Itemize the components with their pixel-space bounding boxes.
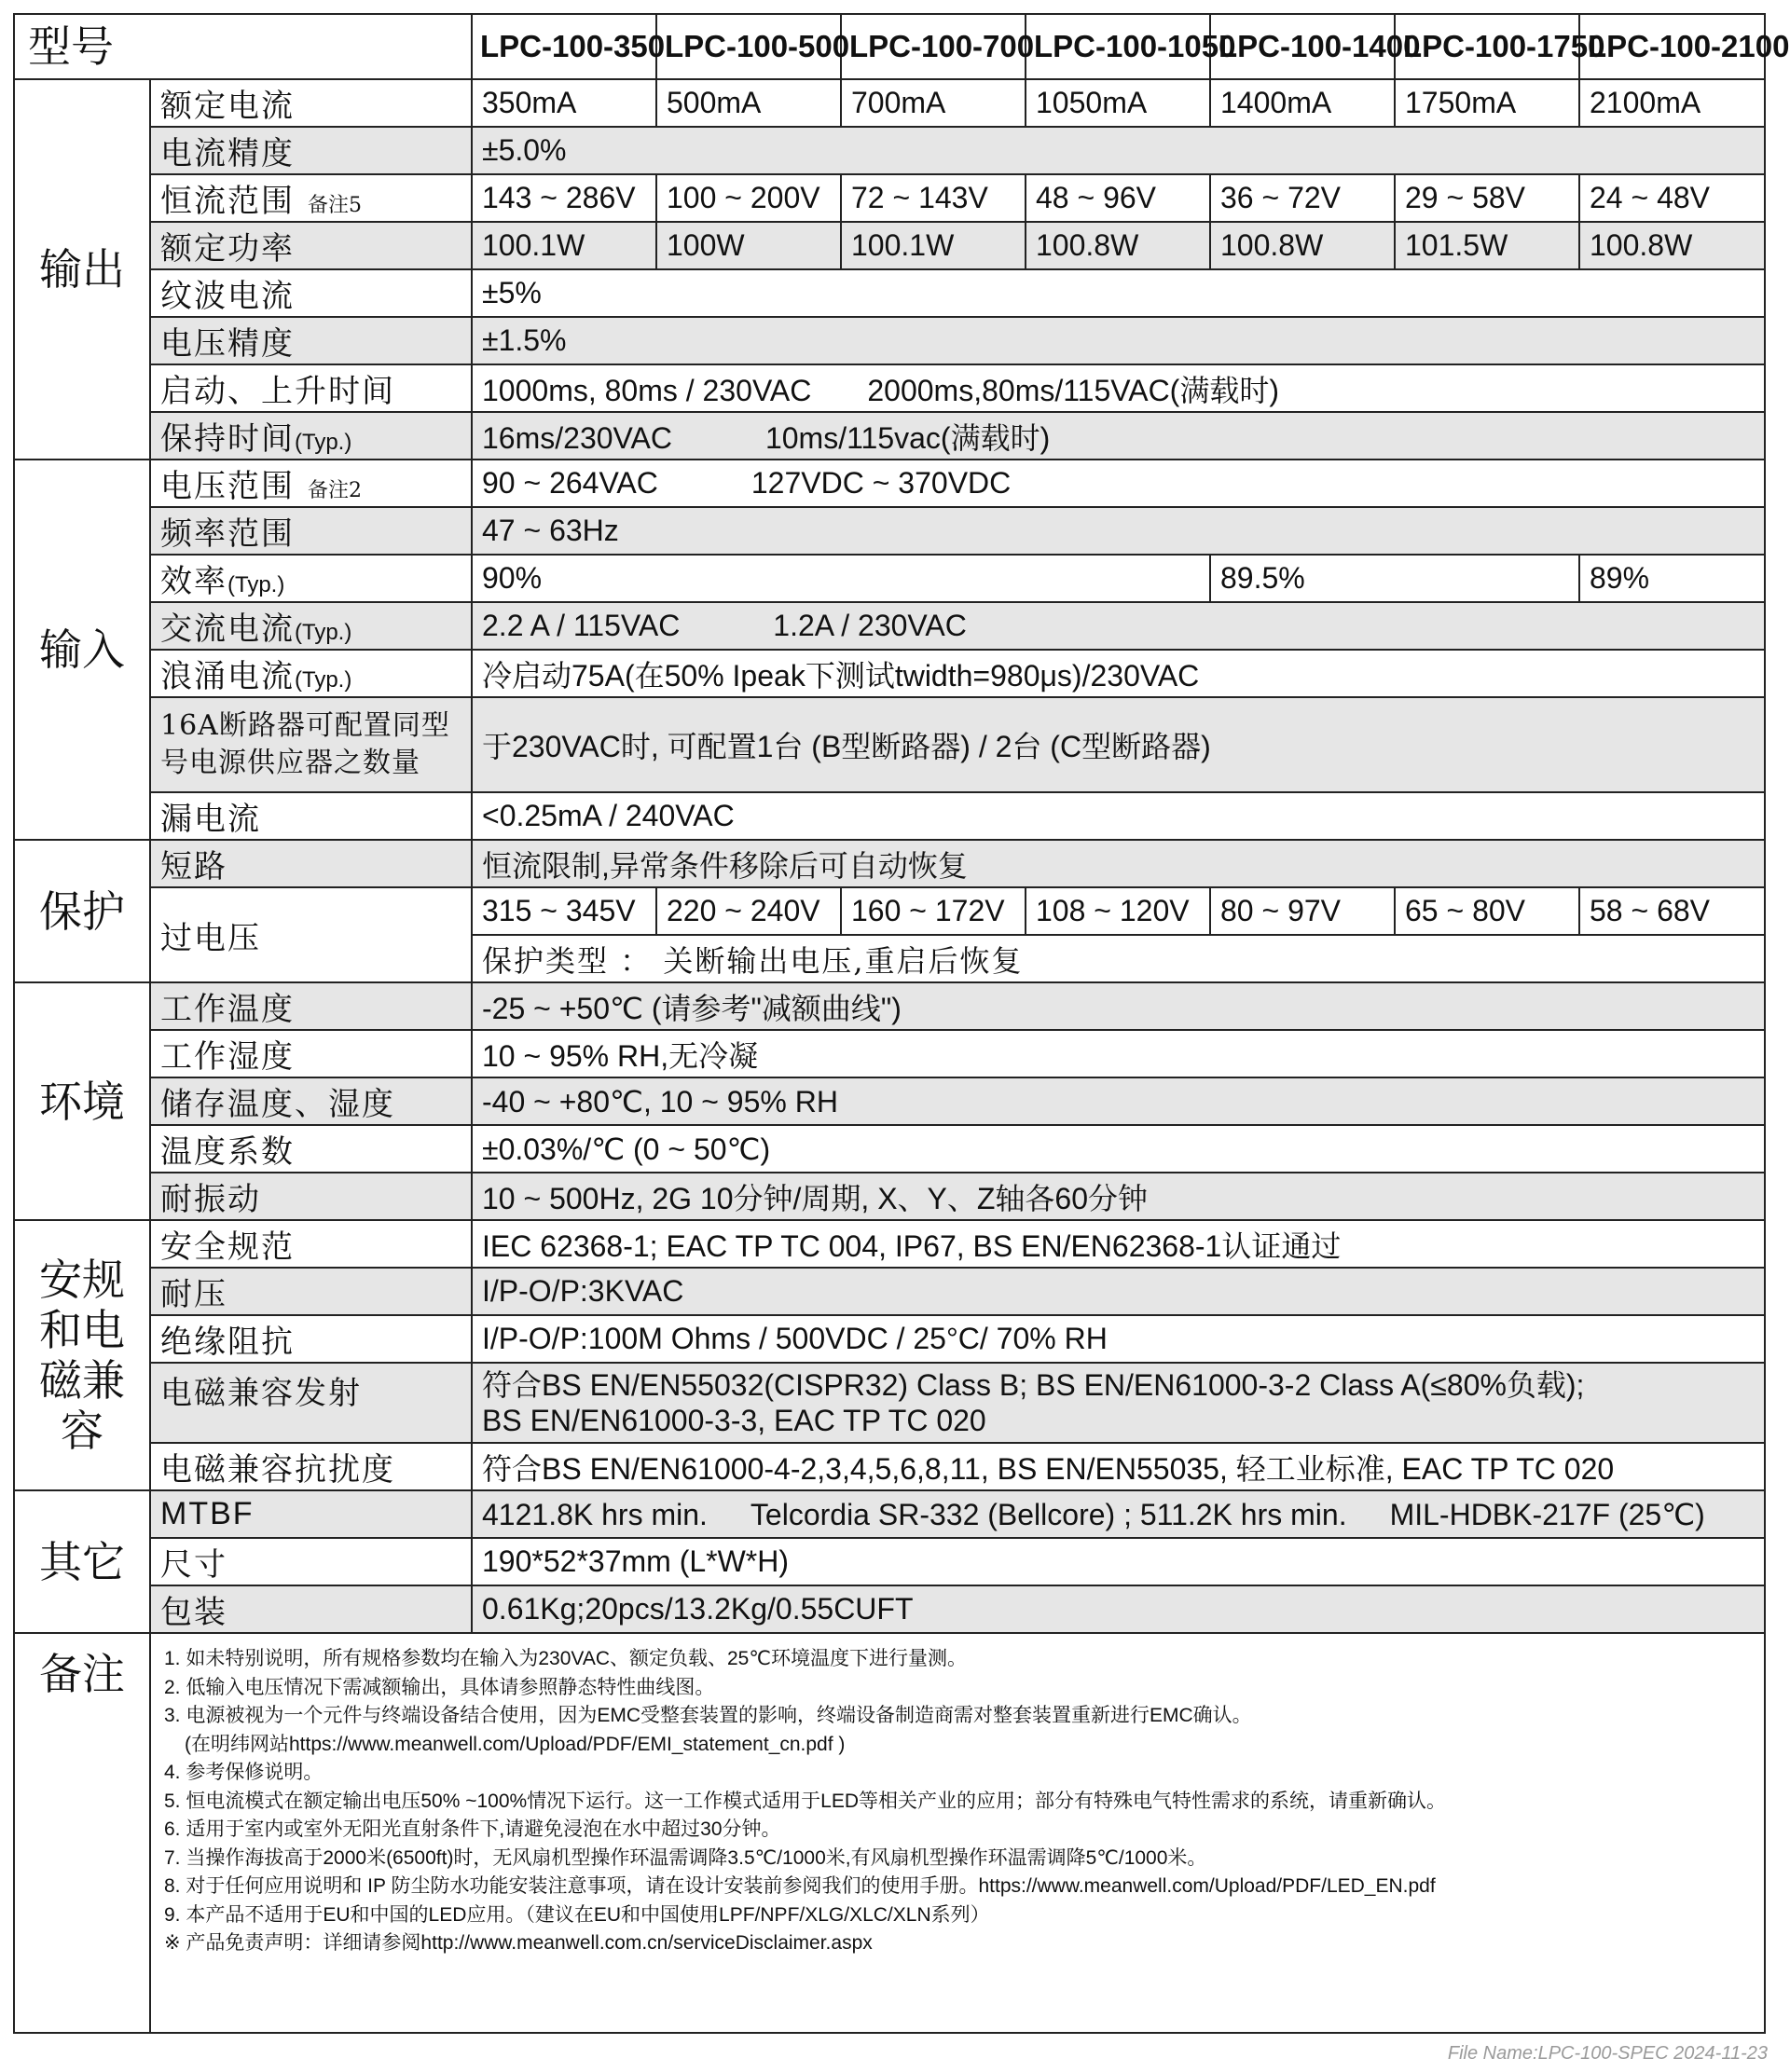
note-line: 9. 本产品不适用于EU和中国的LED应用。（建议在EU和中国使用LPF/NPF/XLG/XLC/XLN系列） — [164, 1903, 990, 1926]
rated-current-value: 1750mA — [1395, 79, 1579, 127]
working-humidity-row — [14, 1030, 1765, 1077]
notes-row — [14, 1633, 1765, 2033]
voltage-range-row — [14, 460, 1765, 507]
note-line: 1. 如未特别说明，所有规格参数均在输入为230VAC、额定负载、25℃环境温度下进行量测。 — [164, 1648, 967, 1669]
mtbf-label: MTBF — [150, 1490, 472, 1538]
cc-range-value: 24 ~ 48V — [1579, 174, 1765, 222]
input-group-label: 输入 — [14, 460, 150, 840]
voltage-tolerance-value: ±1.5% — [472, 317, 1765, 364]
working-humidity-value: 10 ~ 95% RH,无冷凝 — [472, 1030, 1765, 1077]
leakage-value: <0.25mA / 240VAC — [472, 792, 1765, 840]
rated-power-value: 100W — [656, 222, 841, 269]
setup-rise-value: 1000ms, 80ms / 230VAC 2000ms,80ms/115VAC(满载时) — [472, 364, 1765, 412]
short-circuit-label: 短路 — [150, 840, 472, 887]
cc-range-value: 72 ~ 143V — [841, 174, 1026, 222]
hold-up-row — [14, 412, 1765, 460]
over-voltage-value: 315 ~ 345V — [472, 887, 656, 935]
cc-range-value: 143 ~ 286V — [472, 174, 656, 222]
cc-range-label: 恒流范围 备注5 — [150, 174, 472, 222]
packing-value: 0.61Kg;20pcs/13.2Kg/0.55CUFT — [472, 1585, 1765, 1633]
rated-power-label: 额定功率 — [150, 222, 472, 269]
vibration-value: 10 ~ 500Hz, 2G 10分钟/周期, X、Y、Z轴各60分钟 — [472, 1173, 1765, 1220]
temp-coeff-label: 温度系数 — [150, 1125, 472, 1173]
cc-range-value: 29 ~ 58V — [1395, 174, 1579, 222]
emc-immunity-label: 电磁兼容抗扰度 — [150, 1443, 472, 1490]
packing-row — [14, 1585, 1765, 1633]
rated-current-value: 2100mA — [1579, 79, 1765, 127]
over-voltage-value: 65 ~ 80V — [1395, 887, 1579, 935]
efficiency-value: 89.5% — [1210, 555, 1579, 602]
model-name: LPC-100-1400 — [1210, 14, 1395, 79]
note-line: 6. 适用于室内或室外无阳光直射条件下,请避免浸泡在水中超过30分钟。 — [164, 1818, 781, 1840]
inrush-current-label: 浪涌电流(Typ.) — [150, 650, 472, 697]
rated-power-value: 100.8W — [1579, 222, 1765, 269]
rated-current-value: 1050mA — [1026, 79, 1210, 127]
working-temp-row — [14, 982, 1765, 1030]
file-footer: File Name:LPC-100-SPEC 2024-11-23 — [1447, 2043, 1768, 2064]
rated-power-value: 100.8W — [1210, 222, 1395, 269]
model-label: 型号 — [14, 14, 472, 79]
disclaimer-line: ※ 产品免责声明：详细请参阅http://www.meanwell.com.cn/serviceDisclaimer.aspx — [164, 1932, 873, 1954]
withstand-row — [14, 1268, 1765, 1315]
model-name: LPC-100-500 — [656, 14, 841, 79]
cc-range-value: 48 ~ 96V — [1026, 174, 1210, 222]
emc-emission-row — [14, 1363, 1765, 1443]
breaker-label: 16A断路器可配置同型号电源供应器之数量 — [150, 697, 472, 792]
emc-emission-label: 电磁兼容发射 — [150, 1363, 472, 1443]
spec-table — [13, 13, 1790, 2034]
mtbf-value: 4121.8K hrs min. Telcordia SR-332 (Bellcore) ; 511.2K hrs min. MIL-HDBK-217F (25℃) — [472, 1490, 1765, 1538]
safety-standards-label: 安全规范 — [150, 1220, 472, 1268]
note-line: 7. 当操作海拔高于2000米(6500ft)时，无风扇机型操作环温需调降3.5℃/1000米,有风扇机型操作环温需调降5℃/1000米。 — [164, 1846, 1207, 1869]
rated-current-value: 350mA — [472, 79, 656, 127]
mtbf-row — [14, 1490, 1765, 1538]
cc-range-value: 36 ~ 72V — [1210, 174, 1395, 222]
environment-group-label: 环境 — [14, 982, 150, 1220]
short-circuit-row — [14, 840, 1765, 887]
vibration-row — [14, 1173, 1765, 1220]
safety-standards-value: IEC 62368-1; EAC TP TC 004, IP67, BS EN/EN62368-1认证通过 — [472, 1220, 1765, 1268]
emc-emission-value: 符合BS EN/EN55032(CISPR32) Class B; BS EN/EN61000-3-2 Class A(≤80%负载); BS EN/EN61000-3-3, EAC TP TC 020 — [472, 1363, 1765, 1443]
rated-current-row — [14, 79, 1765, 127]
isolation-row — [14, 1315, 1765, 1363]
current-tolerance-value: ±5.0% — [472, 127, 1765, 174]
note-line: 5. 恒电流模式在额定输出电压50% ~100%情况下运行。这一工作模式适用于LED等相关产业的应用；部分有特殊电气特性需求的系统，请重新确认。 — [164, 1790, 1447, 1812]
vibration-label: 耐振动 — [150, 1173, 472, 1220]
efficiency-label: 效率(Typ.) — [150, 555, 472, 602]
over-voltage-label: 过电压 — [150, 887, 472, 982]
working-temp-label: 工作温度 — [150, 982, 472, 1030]
output-group-label: 输出 — [14, 79, 150, 460]
storage-value: -40 ~ +80℃, 10 ~ 95% RH — [472, 1077, 1765, 1125]
cc-range-value: 100 ~ 200V — [656, 174, 841, 222]
model-name: LPC-100-1050 — [1026, 14, 1210, 79]
voltage-tolerance-row — [14, 317, 1765, 364]
setup-rise-label: 启动、上升时间 — [150, 364, 472, 412]
current-tolerance-row — [14, 127, 1765, 174]
isolation-label: 绝缘阻抗 — [150, 1315, 472, 1363]
over-voltage-type: 保护类型 ： 关断输出电压,重启后恢复 — [472, 935, 1765, 982]
inrush-current-value: 冷启动75A(在50% Ipeak下测试twidth=980μs)/230VAC — [472, 650, 1765, 697]
efficiency-value: 90% — [472, 555, 1210, 602]
isolation-value: I/P-O/P:100M Ohms / 500VDC / 25°C/ 70% RH — [472, 1315, 1765, 1363]
voltage-range-label: 电压范围 备注2 — [150, 460, 472, 507]
over-voltage-value: 220 ~ 240V — [656, 887, 841, 935]
ripple-current-row — [14, 269, 1765, 317]
over-voltage-value: 58 ~ 68V — [1579, 887, 1765, 935]
frequency-range-label: 频率范围 — [150, 507, 472, 555]
temp-coeff-value: ±0.03%/℃ (0 ~ 50℃) — [472, 1125, 1765, 1173]
rated-power-value: 100.8W — [1026, 222, 1210, 269]
rated-current-value: 500mA — [656, 79, 841, 127]
frequency-range-row — [14, 507, 1765, 555]
protection-group-label: 保护 — [14, 840, 150, 982]
rated-current-value: 1400mA — [1210, 79, 1395, 127]
breaker-value: 于230VAC时, 可配置1台 (B型断路器) / 2台 (C型断路器) — [472, 697, 1765, 792]
efficiency-value: 89% — [1579, 555, 1765, 602]
model-header-row — [14, 14, 1765, 79]
model-name: LPC-100-2100 — [1579, 14, 1765, 79]
ripple-current-value: ±5% — [472, 269, 1765, 317]
rated-current-value: 700mA — [841, 79, 1026, 127]
note-line: 3. 电源被视为一个元件与终端设备结合使用，因为EMC受整套装置的影响，终端设备制造商需对整套装置重新进行EMC确认。 — [164, 1705, 1252, 1726]
withstand-label: 耐压 — [150, 1268, 472, 1315]
notes-list — [150, 1633, 1765, 2033]
leakage-label: 漏电流 — [150, 792, 472, 840]
rated-power-value: 101.5W — [1395, 222, 1579, 269]
current-tolerance-label: 电流精度 — [150, 127, 472, 174]
over-voltage-row — [14, 887, 1765, 935]
note-line: 4. 参考保修说明。 — [164, 1762, 324, 1783]
note-line: (在明纬网站https://www.meanwell.com/Upload/PDF/EMI_statement_cn.pdf ) — [185, 1733, 846, 1755]
ac-current-value: 2.2 A / 115VAC 1.2A / 230VAC — [472, 602, 1765, 650]
working-temp-value: -25 ~ +50℃ (请参考"减额曲线") — [472, 982, 1765, 1030]
rated-power-value: 100.1W — [472, 222, 656, 269]
notes-group-label: 备注 — [14, 1633, 150, 2033]
voltage-range-value: 90 ~ 264VAC 127VDC ~ 370VDC — [472, 460, 1765, 507]
ac-current-row — [14, 602, 1765, 650]
voltage-tolerance-label: 电压精度 — [150, 317, 472, 364]
cc-range-note: 备注5 — [308, 194, 362, 217]
model-name: LPC-100-350 — [472, 14, 656, 79]
safety-group-label: 安规和电磁兼容 — [14, 1220, 150, 1490]
hold-up-label: 保持时间(Typ.) — [150, 412, 472, 460]
short-circuit-value: 恒流限制,异常条件移除后可自动恢复 — [472, 840, 1765, 887]
note-line: 8. 对于任何应用说明和 IP 防尘防水功能安装注意事项，请在设计安装前参阅我们的使用手册。https://www.meanwell.com/Upload/PDF/LED_EN.pdf — [164, 1875, 1436, 1897]
model-name: LPC-100-700 — [841, 14, 1026, 79]
dimension-value: 190*52*37mm (L*W*H) — [472, 1538, 1765, 1585]
emc-immunity-value: 符合BS EN/EN61000-4-2,3,4,5,6,8,11, BS EN/EN55035, 轻工业标准, EAC TP TC 020 — [472, 1443, 1765, 1490]
packing-label: 包装 — [150, 1585, 472, 1633]
frequency-range-value: 47 ~ 63Hz — [472, 507, 1765, 555]
setup-rise-row — [14, 364, 1765, 412]
dimension-label: 尺寸 — [150, 1538, 472, 1585]
emc-immunity-row — [14, 1443, 1765, 1490]
storage-row — [14, 1077, 1765, 1125]
safety-standards-row — [14, 1220, 1765, 1268]
storage-label: 储存温度、湿度 — [150, 1077, 472, 1125]
rated-power-row — [14, 222, 1765, 269]
rated-power-value: 100.1W — [841, 222, 1026, 269]
over-voltage-value: 80 ~ 97V — [1210, 887, 1395, 935]
efficiency-row — [14, 555, 1765, 602]
rated-current-label: 额定电流 — [150, 79, 472, 127]
breaker-row — [14, 697, 1765, 792]
dimension-row — [14, 1538, 1765, 1585]
working-humidity-label: 工作湿度 — [150, 1030, 472, 1077]
withstand-value: I/P-O/P:3KVAC — [472, 1268, 1765, 1315]
cc-range-row — [14, 174, 1765, 222]
over-voltage-value: 108 ~ 120V — [1026, 887, 1210, 935]
ripple-current-label: 纹波电流 — [150, 269, 472, 317]
temp-coeff-row — [14, 1125, 1765, 1173]
note-line: 2. 低输入电压情况下需减额输出，具体请参照静态特性曲线图。 — [164, 1676, 715, 1698]
model-name: LPC-100-1750 — [1395, 14, 1579, 79]
others-group-label: 其它 — [14, 1490, 150, 1633]
inrush-current-row — [14, 650, 1765, 697]
ac-current-label: 交流电流(Typ.) — [150, 602, 472, 650]
leakage-row — [14, 792, 1765, 840]
over-voltage-value: 160 ~ 172V — [841, 887, 1026, 935]
hold-up-value: 16ms/230VAC 10ms/115vac(满载时) — [472, 412, 1765, 460]
